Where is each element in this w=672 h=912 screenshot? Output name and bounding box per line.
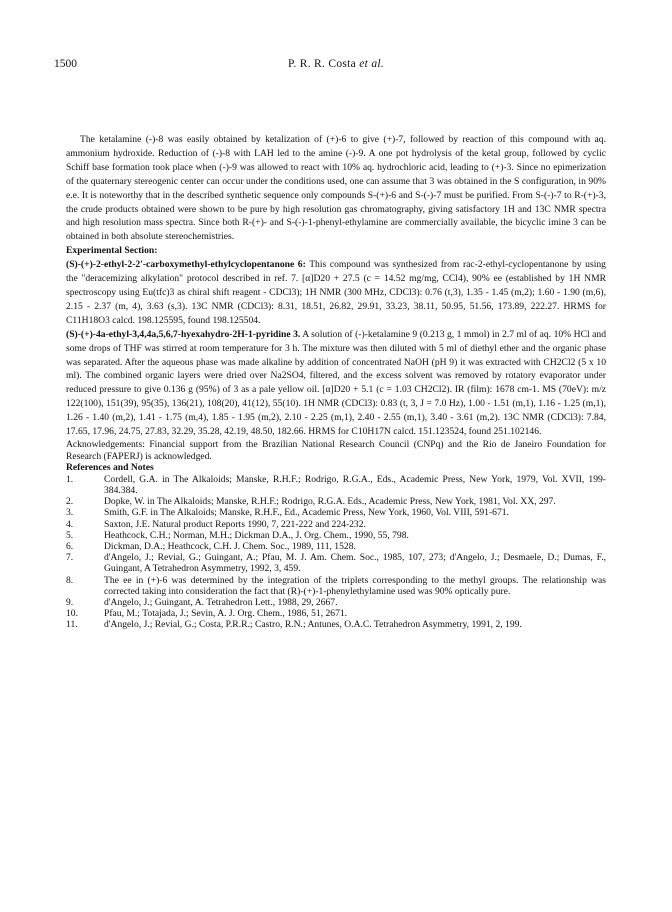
paragraph-results: The ketalamine (-)-8 was easily obtained by ketalization of (+)-6 to give (+)-7, followed by reaction of this compound with aq. ammonium hydroxide. Reduction of (-)-8 with LAH led to the amine (-)-9. A one pot hydrolysis of the ketal group, followed by cyclic Schiff base formation took place when (-)-9 was allowed to react with 10% aq. hydrochloric acid, leading to (+)-3. Since no epimerization of the quaternary stereogenic center can occur under the conditions used, one can assume that 3 was obtained in the S configuration, in 90% e.e. It is noteworthy that in the described synthetic sequence only compounds S-(+)-6 and S-(-)-7 must be purified. From S-(-)-7 to R-(+)-3, the crude products obtained were shown to be pure by high resolution gas chromatography, giving satisfactory 1H and 13C NMR spectra and high resolution mass spectra. Since both R-(+)- and S-(-)-1-phenyl-ethylamine are commercially available, the bicyclic imine 3 can be obtained in both absolute stereochemistries. xyxy=(66,134,606,243)
reference-number: 6. xyxy=(66,540,74,552)
acknowledgements: Acknowledgements: Financial support from the Brazilian National Research Council (CNPq) and the Rio de Janeiro Foundation for Research (FAPERJ) is acknowledged. xyxy=(66,438,606,462)
reference-text: d'Angelo, J.; Revial, G.; Guingant, A.; Pfau, M. J. Am. Chem. Soc., 1985, 107, 273; d'Angelo, J.; Desmaele, D.; Dumas, F., Guingant, A Tetrahedron Asymmetry, 1992, 3, 459. xyxy=(104,552,606,575)
reference-text: Saxton, J.E. Natural product Reports 1990, 7, 221-222 and 224-232. xyxy=(104,518,366,530)
reference-text: d'Angelo, J.; Guingant, A. Tetrahedron Lett., 1988, 29, 2667. xyxy=(104,596,338,608)
reference-number: 5. xyxy=(66,529,74,541)
compound-6-title: (S)-(+)-2-ethyl-2-2'-carboxymethyl-ethylcyclopentanone 6: xyxy=(66,259,306,271)
reference-item xyxy=(66,496,606,507)
references-heading: References and Notes xyxy=(66,462,154,474)
compound-6-entry xyxy=(66,258,606,328)
compound-3-entry xyxy=(66,328,606,439)
reference-number: 10. xyxy=(66,608,78,620)
reference-text: Cordell, G.A. in The Alkaloids; Manske, R.H.F.; Rodrigo, R.G.A., Eds., Academic Press, New York, 1979, Vol. XVII, 199-384.384. xyxy=(104,473,606,496)
reference-number: 11. xyxy=(66,619,78,631)
reference-number: 3. xyxy=(66,507,74,519)
et-al: et al. xyxy=(359,58,385,70)
reference-list xyxy=(66,474,606,631)
compound-6-text: This compound was synthesized from rac-2-ethyl-cyclopentanone by using the "deracemizing alkylation" protocol described in ref. 7. [α]D20 + 27.5 (c = 14.52 mg/mg, CCl4), 90% ee (established by 1H NMR spectroscopy using Eu(tfc)3 as chiral shift reagent - CDCl3); 1H NMR (300 MHz, CDCl3): 0.76 (t,3), 1.35 - 1.45 (m,2); 1.60 - 1.90 (m,6), 2.15 - 2.37 (m, 4), 3.63 (s,3). 13C NMR (CDCl3): 8.31, 18.51, 26.82, 29.91, 33.23, 38.11, 50.95, 51.56, 173.89, 222.27. HRMS for C11H18O3 calcd. 198.125595, found 198.125504. xyxy=(66,259,606,326)
reference-number: 2. xyxy=(66,496,74,508)
reference-text: Dickman, D.A.; Heathcock, C.H. J. Chem. Soc., 1989, 111, 1528. xyxy=(104,540,356,552)
reference-number: 9. xyxy=(66,596,74,608)
reference-item xyxy=(66,519,606,530)
experimental-heading: Experimental Section: xyxy=(66,245,158,257)
running-title xyxy=(54,58,618,70)
reference-item xyxy=(66,575,606,597)
reference-item xyxy=(66,619,606,630)
reference-item xyxy=(66,552,606,574)
reference-item xyxy=(66,541,606,552)
compound-3-text: A solution of (-)-ketalamine 9 (0.213 g, 1 mmol) in 2.7 ml of aq. 10% HCl and some drops of THF was stirred at room temperature for 3 h. The mixture was then diluted with 5 ml of diethyl ether and the organic phase was separated. After the aqueous phase was made alkaline by addition of concentrated NaOH (pH 9) it was extracted with CH2Cl2 (5 x 10 ml). The combined organic layers were dried over Na2SO4, filtered, and the excess solvent was removed by rotatory evaporator under reduced pressure to give 0.136 g (95%) of 3 as a pale yellow oil. [α]D20 + 5.1 (c = 1.03 CH2Cl2). IR (film): 1678 cm-1. MS (70eV): m/z 122(100), 151(39), 95(35), 136(21), 108(20), 41(12), 55(10). 1H NMR (CDCl3): 0.83 (t, 3, J = 7.0 Hz), 1.00 - 1.51 (m,1), 1.16 - 1.25 (m,1), 1.26 - 1.40 (m,2), 1.41 - 1.75 (m,4), 1.85 - 1.95 (m,2), 2.10 - 2.25 (m,1), 2.40 - 2.55 (m,1), 3.40 - 3.61 (m,2). 13C NMR (CDCl3): 7.84, 17.65, 17.96, 24.75, 27.83, 32.29, 35.28, 42.19, 48.50, 182.66. HRMS for C10H17N calcd. 151.123524, found 251.102146. xyxy=(66,328,606,438)
reference-item xyxy=(66,597,606,608)
reference-text: d'Angelo, J.; Revial, G.; Costa, P.R.R.; Castro, R.N.; Antunes, O.A.C. Tetrahedron Asymmetry, 1991, 2, 199. xyxy=(104,619,522,631)
reference-number: 7. xyxy=(66,552,74,564)
reference-text: Pfau, M.; Totajada, J.; Sevin, A. J. Org. Chem., 1986, 51, 2671. xyxy=(104,608,348,620)
reference-number: 8. xyxy=(66,574,74,586)
reference-item xyxy=(66,507,606,518)
reference-text: The ee in (+)-6 was determined by the integration of the triplets corresponding to the methyl groups. The relationship was corrected taking into consideration the fact that (R)-(+)-1-phenylethylamine used was 90% optically pure. xyxy=(104,574,606,597)
reference-item xyxy=(66,530,606,541)
reference-text: Heathcock, C.H.; Norman, M.H.; Dickman D.A., J. Org. Chem., 1990, 55, 798. xyxy=(104,529,409,541)
reference-item xyxy=(66,474,606,496)
reference-number: 1. xyxy=(66,473,74,485)
reference-text: Dopke, W. in The Alkaloids; Manske, R.H.F.; Rodrigo, R.G.A. Eds., Academic Press, New York, 1981, Vol. XX, 297. xyxy=(104,496,556,508)
author-names: P. R. R. Costa xyxy=(287,58,357,70)
compound-3-title: (S)-(+)-4a-ethyl-3,4,4a,5,6,7-hyexahydro-2H-1-pyridine 3. xyxy=(66,328,301,340)
reference-text: Smith, G.F. in The Alkaloids; Manske, R.H.F., Ed., Academic Press, New York, 1960, Vol. VIII, 591-671. xyxy=(104,507,509,519)
article-body xyxy=(66,133,606,631)
reference-number: 4. xyxy=(66,518,74,530)
page-number: 1500 xyxy=(54,58,77,70)
running-header xyxy=(54,58,618,74)
reference-item xyxy=(66,608,606,619)
